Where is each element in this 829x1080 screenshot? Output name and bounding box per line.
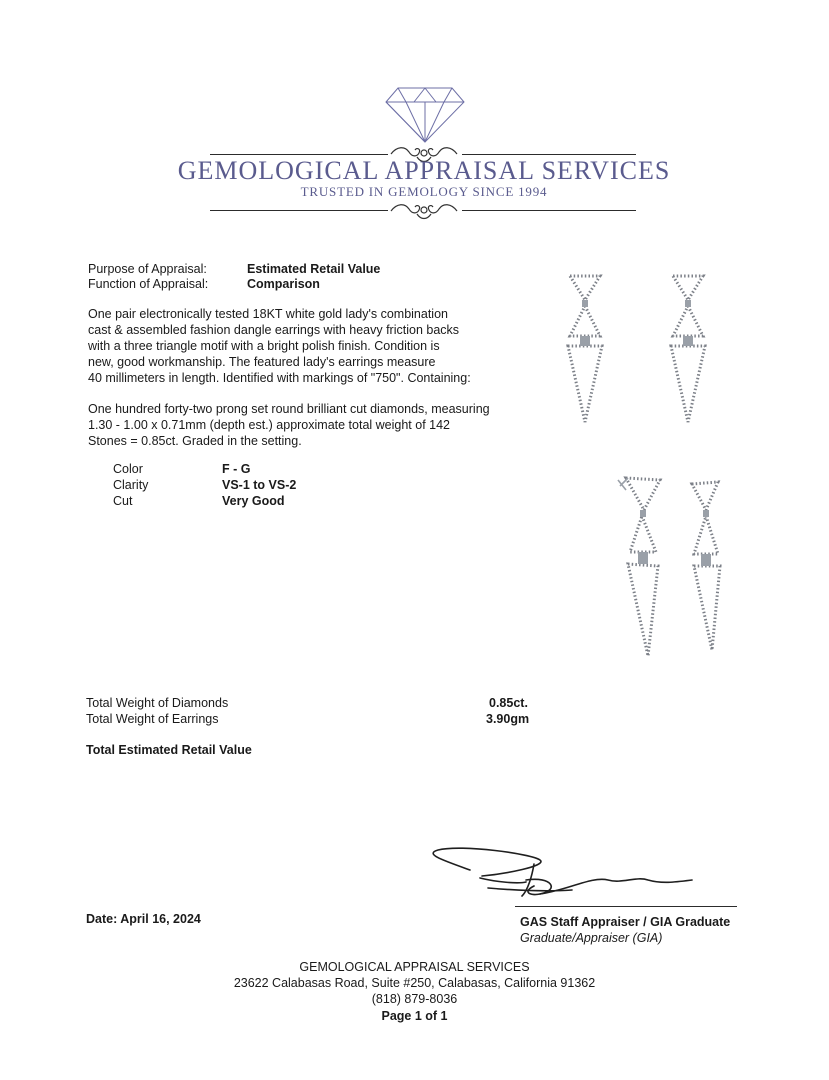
page-number: Page 1 of 1	[381, 1009, 448, 1023]
description-line: 40 millimeters in length. Identified with markings of "750". Containing:	[88, 371, 471, 385]
earrings-front-photo	[560, 272, 720, 432]
purpose-value: Estimated Retail Value	[247, 262, 381, 276]
diamond-description-line: One hundred forty-two prong set round brilliant cut diamonds, measuring	[88, 402, 490, 416]
diamond-description	[88, 401, 490, 449]
organization-tagline: TRUSTED IN GEMOLOGY SINCE 1994	[300, 184, 548, 199]
function-value: Comparison	[247, 277, 320, 291]
signature-line	[515, 906, 737, 907]
description-line: with a three triangle motif with a bright polish finish. Condition is	[88, 339, 440, 353]
description-line: One pair electronically tested 18KT white gold lady's combination	[88, 307, 448, 321]
earrings-angled-photo	[614, 470, 734, 662]
appraiser-subtitle: Graduate/Appraiser (GIA)	[520, 931, 663, 945]
item-description	[88, 306, 471, 386]
function-label: Function of Appraisal:	[88, 277, 209, 291]
header-bottom-rule-left	[210, 210, 388, 211]
ornament-flourish-icon	[387, 200, 461, 222]
footer-phone: (818) 879-8036	[371, 992, 458, 1006]
total-earrings-value: 3.90gm	[486, 712, 530, 726]
diamond-description-line: 1.30 - 1.00 x 0.71mm (depth est.) approximate total weight of 142	[88, 418, 451, 432]
appraisal-date: Date: April 16, 2024	[86, 912, 201, 926]
description-line: new, good workmanship. The featured lady's earrings measure	[88, 355, 436, 369]
grading-cut-value: Very Good	[222, 494, 285, 508]
grading-clarity-value: VS-1 to VS-2	[222, 478, 297, 492]
grading-cut-label: Cut	[113, 494, 133, 508]
total-earrings-label: Total Weight of Earrings	[86, 712, 219, 726]
organization-name: GEMOLOGICAL APPRAISAL SERVICES	[177, 156, 671, 185]
appraiser-title: GAS Staff Appraiser / GIA Graduate	[520, 915, 731, 929]
purpose-label: Purpose of Appraisal:	[88, 262, 207, 276]
grading-clarity-label: Clarity	[113, 478, 149, 492]
footer-company: GEMOLOGICAL APPRAISAL SERVICES	[299, 960, 530, 974]
grading-color-label: Color	[113, 462, 143, 476]
total-diamonds-label: Total Weight of Diamonds	[86, 696, 229, 710]
header-bottom-rule-right	[462, 210, 636, 211]
total-diamonds-value: 0.85ct.	[489, 696, 528, 710]
handwritten-signature	[422, 846, 722, 906]
footer-address: 23622 Calabasas Road, Suite #250, Calabasas, California 91362	[233, 976, 596, 990]
total-retail-value-label: Total Estimated Retail Value	[86, 743, 252, 757]
grading-color-value: F - G	[222, 462, 251, 476]
diamond-logo-icon	[384, 86, 466, 144]
diamond-description-line: Stones = 0.85ct. Graded in the setting.	[88, 434, 302, 448]
description-line: cast & assembled fashion dangle earrings with heavy friction backs	[88, 323, 460, 337]
